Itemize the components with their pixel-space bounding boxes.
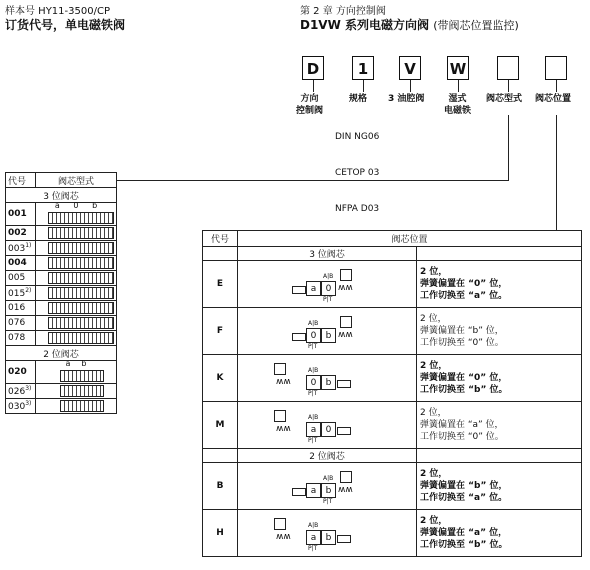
valve-box: 0: [321, 281, 336, 296]
code-box-1: D: [302, 56, 324, 80]
spool-symbol: [48, 272, 114, 284]
valve-box: a: [306, 483, 321, 498]
spool-symbol: [48, 332, 114, 344]
spool-symbol: [60, 370, 104, 382]
actuator-symbol: [337, 380, 351, 388]
actuator-symbol: [292, 286, 306, 294]
solenoid-icon: [340, 471, 352, 483]
spool-symbol: [48, 317, 114, 329]
pos-label-b: b: [81, 359, 87, 368]
position-description: 2 位， 弹簧偏置在 “a” 位， 工作切换至 “b” 位。: [417, 510, 582, 557]
section-3pos: 3 位阀芯: [6, 188, 117, 203]
spool-code: 026$^{3)}$: [6, 384, 36, 399]
position-description: 2 位， 弹簧偏置在 “b” 位， 工作切换至 “0” 位。: [417, 308, 582, 355]
solenoid-icon: [274, 410, 286, 422]
spool-symbol: [48, 287, 114, 299]
spring-symbol: ʍʍ: [276, 424, 291, 434]
page-subtitle-left: 订货代号，单电磁铁阀: [5, 18, 126, 32]
position-description: 2 位， 弹簧偏置在 “0” 位， 工作切换至 “b” 位。: [417, 355, 582, 402]
spring-symbol: ʍʍ: [338, 283, 353, 293]
label-size: 规格: [349, 94, 368, 104]
spool-symbol-cell: [36, 361, 117, 384]
section-2pos: 2 位阀芯: [6, 346, 117, 361]
valve-diagram: [238, 308, 417, 355]
valve-box: 0: [306, 328, 321, 343]
valve-box: b: [321, 483, 336, 498]
valve-box: 0: [306, 375, 321, 390]
port-labels-pt: P|T: [308, 343, 318, 350]
position-code: B: [203, 463, 238, 510]
spool-code: 020: [6, 361, 36, 384]
port-labels-pt: P|T: [308, 545, 318, 552]
spool-code: 002: [6, 226, 36, 241]
series-note: (带阀芯位置监控): [433, 19, 519, 32]
label-wet-solenoid: 湿式 电磁铁: [444, 94, 472, 116]
port-labels-ab: A|B: [308, 414, 319, 421]
spool-code: 005: [6, 271, 36, 286]
position-code: M: [203, 402, 238, 449]
position-description: 2 位， 弹簧偏置在 “a” 位， 工作切换至 “0” 位。: [417, 402, 582, 449]
spool-symbol: [60, 385, 104, 397]
valve-diagram: [238, 355, 417, 402]
port-labels-pt: P|T: [323, 296, 333, 303]
col-header-spool-type: 阀芯型式: [36, 173, 117, 188]
col-header-position: 阀芯位置: [238, 231, 582, 247]
valve-box: a: [306, 530, 321, 545]
actuator-symbol: [337, 427, 351, 435]
pos-label-b: b: [92, 201, 98, 210]
size-cetop: CETOP 03: [335, 168, 380, 178]
code-box-4: W: [447, 56, 469, 80]
port-labels-pt: P|T: [308, 390, 318, 397]
valve-diagram: [238, 402, 417, 449]
section-2pos: 2 位阀芯: [238, 449, 417, 463]
code-box-2: 1: [352, 56, 374, 80]
solenoid-icon: [340, 269, 352, 281]
series-name: D1VW 系列电磁方向阀: [300, 18, 430, 32]
spool-symbol-cell: [36, 203, 117, 226]
valve-box: b: [321, 375, 336, 390]
code-box-5: [497, 56, 519, 80]
spool-symbol: [48, 227, 114, 239]
position-code: K: [203, 355, 238, 402]
position-code: F: [203, 308, 238, 355]
valve-diagram: [238, 261, 417, 308]
spool-symbol: [48, 302, 114, 314]
spool-code: 003$^{1)}$: [6, 241, 36, 256]
solenoid-icon: [274, 363, 286, 375]
position-description: 2 位， 弹簧偏置在 “b” 位， 工作切换至 “a” 位。: [417, 463, 582, 510]
valve-box: a: [306, 422, 321, 437]
spool-code: 004: [6, 256, 36, 271]
size-nfpa: NFPA D03: [335, 204, 380, 214]
label-spool-position: 阀芯位置: [535, 94, 572, 104]
label-3-chamber: 3 油腔阀: [388, 94, 425, 104]
actuator-symbol: [292, 488, 306, 496]
spool-code: 016: [6, 301, 36, 316]
pos-label-a: a: [65, 359, 71, 368]
actuator-symbol: [337, 535, 351, 543]
pos-label-a: a: [54, 201, 60, 210]
valve-box: a: [306, 281, 321, 296]
code-box-3: V: [399, 56, 421, 80]
chapter-title: 第 2 章 方向控制阀: [300, 6, 386, 17]
spool-type-table: [5, 172, 117, 414]
series-title: [300, 16, 519, 33]
spool-symbol: [48, 242, 114, 254]
spool-symbol: [48, 257, 114, 269]
spool-code: 078: [6, 331, 36, 346]
label-direction-valve: 方向 控制阀: [296, 94, 324, 116]
label-spool-type: 阀芯型式: [486, 94, 523, 104]
spool-code: 015$^{2)}$: [6, 286, 36, 301]
actuator-symbol: [292, 333, 306, 341]
solenoid-icon: [274, 518, 286, 530]
port-labels-ab: A|B: [308, 320, 319, 327]
position-code: E: [203, 261, 238, 308]
catalog-number: 样本号 HY11-3500/CP: [5, 6, 110, 17]
size-din: DIN NG06: [335, 132, 380, 142]
port-labels-ab: A|B: [323, 475, 334, 482]
spool-code: 001: [6, 203, 36, 226]
spool-code: 076: [6, 316, 36, 331]
code-box-6: [545, 56, 567, 80]
spring-symbol: ʍʍ: [338, 485, 353, 495]
valve-box: b: [321, 328, 336, 343]
section-3pos: 3 位阀芯: [238, 247, 417, 261]
port-labels-pt: P|T: [308, 437, 318, 444]
port-labels-pt: P|T: [323, 498, 333, 505]
spring-symbol: ʍʍ: [338, 330, 353, 340]
port-labels-ab: A|B: [308, 522, 319, 529]
spring-symbol: ʍʍ: [276, 532, 291, 542]
position-code: H: [203, 510, 238, 557]
spool-position-table: [202, 230, 582, 557]
port-labels-ab: A|B: [308, 367, 319, 374]
position-description: 2 位， 弹簧偏置在 “0” 位， 工作切换至 “a” 位。: [417, 261, 582, 308]
valve-diagram: [238, 510, 417, 557]
valve-box: 0: [321, 422, 336, 437]
valve-box: b: [321, 530, 336, 545]
port-labels-ab: A|B: [323, 273, 334, 280]
solenoid-icon: [340, 316, 352, 328]
valve-diagram: [238, 463, 417, 510]
size-list: [335, 107, 379, 227]
col-header-code: 代号: [203, 231, 238, 247]
spool-symbol: [60, 400, 104, 412]
spool-code: 030$^{3)}$: [6, 399, 36, 414]
pos-label-0: 0: [73, 201, 79, 210]
spring-symbol: ʍʍ: [276, 377, 291, 387]
col-header-code: 代号: [6, 173, 36, 188]
spool-symbol: [48, 212, 114, 224]
